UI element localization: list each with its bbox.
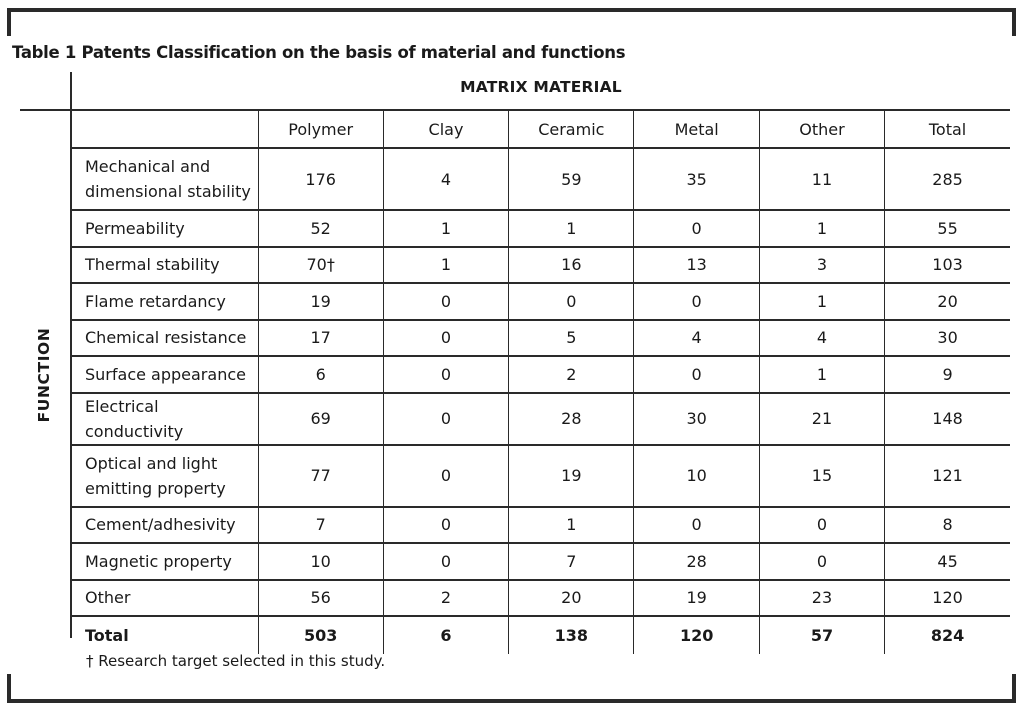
cell-value: 120 xyxy=(885,580,1010,617)
table-row xyxy=(72,210,1010,247)
cell-value: 0 xyxy=(509,283,634,320)
cell-value: 0 xyxy=(634,356,759,393)
cell-value: 35 xyxy=(634,148,759,210)
table-caption: Table 1 Patents Classification on the basis of material and functions xyxy=(12,43,626,62)
table-row xyxy=(72,507,1010,544)
table-row xyxy=(72,148,1010,210)
cell-value: 77 xyxy=(258,445,383,507)
frame-top-left-tick xyxy=(7,8,11,36)
total-cell-value: 824 xyxy=(930,626,965,645)
cell-value: 1 xyxy=(759,210,884,247)
cell-value: 16 xyxy=(509,247,634,284)
cell-value: 59 xyxy=(509,148,634,210)
cell-value: 17 xyxy=(258,320,383,357)
cell-value: 56 xyxy=(258,580,383,617)
total-cell-value: 6 xyxy=(383,616,508,654)
cell-value: 20 xyxy=(509,580,634,617)
column-header-metal: Metal xyxy=(634,111,759,148)
row-label: Magnetic property xyxy=(72,543,258,580)
row-label: Surface appearance xyxy=(72,356,258,393)
row-label: Flame retardancy xyxy=(72,283,258,320)
cell-value: 21 xyxy=(759,393,884,445)
cell-value: 19 xyxy=(509,445,634,507)
column-header-total: Total xyxy=(885,111,1010,148)
frame-bottom-left-tick xyxy=(7,674,11,703)
cell-value: 28 xyxy=(634,543,759,580)
table-row xyxy=(72,247,1010,284)
cell-value: 1 xyxy=(759,283,884,320)
cell-value: 6 xyxy=(258,356,383,393)
frame-bottom-line xyxy=(7,699,1016,703)
cell-value: 0 xyxy=(759,507,884,544)
table-row xyxy=(72,445,1010,507)
table-footnote: † Research target selected in this study. xyxy=(86,652,386,670)
row-label: Mechanical and dimensional stability xyxy=(72,148,258,210)
cell-value: 4 xyxy=(759,320,884,357)
table-row xyxy=(72,580,1010,617)
cell-value: 30 xyxy=(885,320,1010,357)
table-row xyxy=(72,320,1010,357)
cell-value: 176 xyxy=(258,148,383,210)
cell-value: 0 xyxy=(383,393,508,445)
table-row xyxy=(72,393,1010,445)
frame-bottom-right-tick xyxy=(1012,674,1016,703)
cell-value: 0 xyxy=(759,543,884,580)
row-label: Chemical resistance xyxy=(72,320,258,357)
cell-value: 4 xyxy=(383,148,508,210)
cell-value: 1 xyxy=(509,210,634,247)
total-cell-value: 120 xyxy=(634,616,759,654)
cell-value: 10 xyxy=(258,543,383,580)
matrix-material-header: MATRIX MATERIAL xyxy=(460,78,622,96)
row-label: Other xyxy=(72,580,258,617)
cell-value: 20 xyxy=(885,283,1010,320)
row-label: Optical and light emitting property xyxy=(72,445,258,507)
column-header-empty xyxy=(72,111,258,148)
table-row xyxy=(72,356,1010,393)
total-row xyxy=(72,616,1010,654)
cell-value: 7 xyxy=(258,507,383,544)
patent-classification-table xyxy=(72,111,1010,654)
cell-value: 3 xyxy=(759,247,884,284)
cell-value: 30 xyxy=(634,393,759,445)
cell-value: 52 xyxy=(258,210,383,247)
cell-value: 28 xyxy=(509,393,634,445)
row-label: Electrical conductivity xyxy=(72,393,258,445)
cell-value: 0 xyxy=(383,283,508,320)
column-header-ceramic: Ceramic xyxy=(509,111,634,148)
cell-value: 0 xyxy=(383,320,508,357)
cell-value: 1 xyxy=(383,247,508,284)
total-cell-value: 138 xyxy=(509,616,634,654)
frame-top-line xyxy=(7,8,1016,12)
row-label: Cement/adhesivity xyxy=(72,507,258,544)
total-cell-value: 57 xyxy=(759,616,884,654)
cell-value: 13 xyxy=(634,247,759,284)
table-row xyxy=(72,543,1010,580)
row-label: Thermal stability xyxy=(72,247,258,284)
cell-value: 10 xyxy=(634,445,759,507)
cell-value: 0 xyxy=(634,283,759,320)
cell-value: 0 xyxy=(383,507,508,544)
cell-value: 5 xyxy=(509,320,634,357)
cell-value: 121 xyxy=(885,445,1010,507)
cell-value: 4 xyxy=(634,320,759,357)
column-header-clay: Clay xyxy=(383,111,508,148)
cell-value: 0 xyxy=(383,543,508,580)
cell-value: 9 xyxy=(885,356,1010,393)
total-cell-value: 503 xyxy=(258,616,383,654)
table-row xyxy=(72,283,1010,320)
frame-top-right-tick xyxy=(1012,8,1016,36)
cell-value: 2 xyxy=(509,356,634,393)
cell-value: 1 xyxy=(509,507,634,544)
cell-value: 103 xyxy=(885,247,1010,284)
column-header-other: Other xyxy=(759,111,884,148)
row-label: Permeability xyxy=(72,210,258,247)
table-header-row xyxy=(72,111,1010,148)
cell-value: 0 xyxy=(634,210,759,247)
column-header-polymer: Polymer xyxy=(258,111,383,148)
cell-value: 285 xyxy=(885,148,1010,210)
function-row-group-label: FUNCTION xyxy=(35,327,53,423)
cell-value: 19 xyxy=(634,580,759,617)
cell-value: 1 xyxy=(383,210,508,247)
cell-value: 2 xyxy=(383,580,508,617)
cell-value: 69 xyxy=(258,393,383,445)
cell-value: 1 xyxy=(759,356,884,393)
cell-value: 11 xyxy=(759,148,884,210)
cell-value: 0 xyxy=(383,356,508,393)
cell-value: 0 xyxy=(383,445,508,507)
cell-value: 7 xyxy=(509,543,634,580)
cell-value: 70† xyxy=(258,247,383,284)
cell-value: 0 xyxy=(634,507,759,544)
cell-value: 8 xyxy=(885,507,1010,544)
total-row-label: Total xyxy=(72,616,258,654)
cell-value: 55 xyxy=(885,210,1010,247)
cell-value: 23 xyxy=(759,580,884,617)
cell-value: 45 xyxy=(885,543,1010,580)
cell-value: 15 xyxy=(759,445,884,507)
cell-value: 148 xyxy=(885,393,1010,445)
cell-value: 19 xyxy=(258,283,383,320)
